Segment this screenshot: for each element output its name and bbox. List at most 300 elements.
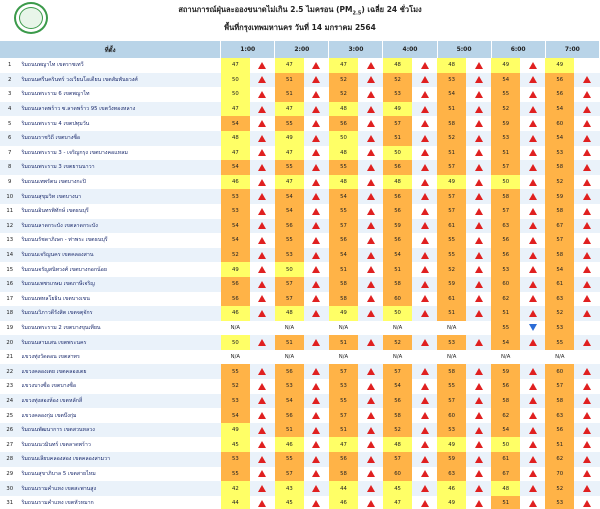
trend-up-icon xyxy=(312,266,320,273)
trend-cell xyxy=(304,189,329,204)
trend-up-icon xyxy=(367,441,375,448)
pm25-value-cell: 53 xyxy=(383,87,412,102)
trend-cell xyxy=(358,452,383,467)
pm25-value-cell: 56 xyxy=(275,364,304,379)
column-label: 2:00 xyxy=(294,46,310,53)
trend-up-icon xyxy=(583,500,591,507)
pm25-value-cell: 48 xyxy=(383,175,412,190)
trend-up-icon xyxy=(367,222,375,229)
pm25-value-cell: 48 xyxy=(437,58,466,73)
col-header-hour xyxy=(221,41,275,58)
table-row xyxy=(0,452,600,467)
row-number: 2 xyxy=(0,73,19,88)
pm25-value-cell: 52 xyxy=(491,102,520,117)
pm25-value-cell: 55 xyxy=(275,452,304,467)
row-number: 5 xyxy=(0,116,19,131)
pm25-value-cell: 57 xyxy=(275,467,304,482)
trend-cell xyxy=(574,321,599,336)
pm25-value-cell: 60 xyxy=(545,364,574,379)
trend-cell xyxy=(304,467,329,482)
trend-up-icon xyxy=(583,456,591,463)
row-number: 30 xyxy=(0,481,19,496)
table-row xyxy=(0,146,600,161)
pm25-value-cell: 51 xyxy=(383,262,412,277)
pm25-value-cell: 58 xyxy=(329,292,358,307)
trend-cell xyxy=(304,452,329,467)
trend-cell xyxy=(412,131,437,146)
trend-cell xyxy=(520,335,545,350)
row-number: 24 xyxy=(0,394,19,409)
trend-up-icon xyxy=(367,427,375,434)
trend-cell xyxy=(250,58,275,73)
trend-cell xyxy=(574,189,599,204)
trend-up-icon xyxy=(529,485,537,492)
trend-up-icon xyxy=(312,412,320,419)
pm25-value-cell: 55 xyxy=(491,87,520,102)
row-number: 10 xyxy=(0,189,19,204)
row-number: 28 xyxy=(0,452,19,467)
trend-cell xyxy=(574,481,599,496)
trend-up-icon xyxy=(258,500,266,507)
trend-up-icon xyxy=(475,106,483,113)
trend-cell xyxy=(304,160,329,175)
trend-up-icon xyxy=(583,76,591,83)
trend-up-icon xyxy=(258,397,266,404)
pm25-value-cell: 53 xyxy=(437,423,466,438)
table-row xyxy=(0,248,600,263)
trend-up-icon xyxy=(421,76,429,83)
pm25-value-cell: 53 xyxy=(545,321,574,336)
pm25-value-cell: 52 xyxy=(545,306,574,321)
trend-cell xyxy=(520,102,545,117)
trend-up-icon xyxy=(475,383,483,390)
trend-cell xyxy=(412,452,437,467)
pm25-value-cell: 47 xyxy=(221,102,250,117)
trend-cell xyxy=(250,116,275,131)
col-header-station xyxy=(0,41,221,58)
pm25-value-cell: 56 xyxy=(383,233,412,248)
trend-cell xyxy=(466,146,491,161)
row-number: 22 xyxy=(0,364,19,379)
trend-cell xyxy=(358,379,383,394)
trend-cell xyxy=(466,321,491,336)
pm25-value-cell: 56 xyxy=(383,204,412,219)
trend-cell xyxy=(358,364,383,379)
pm25-value-cell: 54 xyxy=(275,204,304,219)
row-number: 9 xyxy=(0,175,19,190)
pm25-value-cell: 48 xyxy=(329,102,358,117)
pm25-value-cell: 57 xyxy=(545,379,574,394)
pm25-value-cell: 51 xyxy=(275,87,304,102)
trend-up-icon xyxy=(367,149,375,156)
trend-up-icon xyxy=(583,281,591,288)
trend-cell xyxy=(304,394,329,409)
trend-cell xyxy=(466,496,491,509)
station-name: ริมถนนลาดกระบัง เขตลาดกระบัง xyxy=(19,219,220,234)
trend-cell xyxy=(250,437,275,452)
trend-cell xyxy=(304,131,329,146)
trend-cell xyxy=(304,321,329,336)
pm25-value-cell: 54 xyxy=(545,262,574,277)
pm25-value-cell: 45 xyxy=(275,496,304,509)
pm25-value-cell: 61 xyxy=(545,277,574,292)
station-name: ริมถนนพัฒนาการ เขตสวนหลวง xyxy=(19,423,220,438)
trend-up-icon xyxy=(475,368,483,375)
col-header-hour xyxy=(275,41,329,58)
trend-cell xyxy=(358,306,383,321)
table-row xyxy=(0,233,600,248)
trend-up-icon xyxy=(367,295,375,302)
pm25-value-cell: 50 xyxy=(491,175,520,190)
pm25-value-cell: 55 xyxy=(275,116,304,131)
trend-cell xyxy=(358,248,383,263)
pm25-value-cell: 62 xyxy=(545,452,574,467)
pm25-value-cell: 52 xyxy=(221,379,250,394)
table-row xyxy=(0,379,600,394)
pm25-value-cell: 48 xyxy=(383,437,412,452)
trend-cell xyxy=(520,350,545,365)
trend-up-icon xyxy=(475,485,483,492)
pm25-value-cell: 53 xyxy=(329,379,358,394)
pm25-value-cell: 52 xyxy=(545,481,574,496)
pm25-value-cell: 47 xyxy=(221,58,250,73)
trend-cell xyxy=(466,350,491,365)
trend-up-icon xyxy=(367,62,375,69)
page-title xyxy=(0,3,600,35)
pm25-value-cell: 55 xyxy=(437,248,466,263)
trend-cell xyxy=(358,394,383,409)
trend-cell xyxy=(358,321,383,336)
trend-cell xyxy=(358,496,383,509)
trend-cell xyxy=(358,219,383,234)
trend-up-icon xyxy=(367,412,375,419)
pm25-value-cell: 53 xyxy=(491,262,520,277)
trend-cell xyxy=(466,233,491,248)
trend-cell xyxy=(358,73,383,88)
trend-up-icon xyxy=(312,164,320,171)
trend-cell xyxy=(358,437,383,452)
trend-cell xyxy=(520,408,545,423)
trend-up-icon xyxy=(583,135,591,142)
trend-up-icon xyxy=(312,441,320,448)
pm25-value-cell: 51 xyxy=(491,496,520,509)
trend-up-icon xyxy=(312,193,320,200)
pm25-value-cell: 63 xyxy=(437,467,466,482)
pm25-value-cell: 52 xyxy=(329,73,358,88)
trend-up-icon xyxy=(312,500,320,507)
pm25-value-cell: 70 xyxy=(545,467,574,482)
pm25-value-cell: 57 xyxy=(275,277,304,292)
trend-up-icon xyxy=(258,485,266,492)
table-row xyxy=(0,175,600,190)
table-row xyxy=(0,58,600,73)
table-row xyxy=(0,364,600,379)
station-name: ริมถนนจรัญสนิทวงศ์ เขตบางกอกน้อย xyxy=(19,262,220,277)
station-name: ริมถนนพระราม 3 - เจริญกรุง เขตบางคอแหลม xyxy=(19,146,220,161)
trend-cell xyxy=(466,452,491,467)
pm25-value-cell: 57 xyxy=(545,233,574,248)
trend-cell xyxy=(466,219,491,234)
trend-cell xyxy=(358,262,383,277)
trend-cell xyxy=(574,131,599,146)
pm25-value-cell: 51 xyxy=(491,146,520,161)
trend-up-icon xyxy=(583,397,591,404)
trend-cell xyxy=(304,73,329,88)
trend-up-icon xyxy=(421,266,429,273)
trend-cell xyxy=(358,335,383,350)
pm25-value-cell: 58 xyxy=(383,408,412,423)
trend-cell xyxy=(520,394,545,409)
pm25-value-cell: N/A xyxy=(275,350,304,365)
trend-cell xyxy=(250,321,275,336)
pm25-value-cell: N/A xyxy=(437,321,466,336)
table-row xyxy=(0,219,600,234)
trend-up-icon xyxy=(583,383,591,390)
trend-up-icon xyxy=(475,456,483,463)
trend-cell xyxy=(358,233,383,248)
column-label: 5:00 xyxy=(456,46,472,53)
trend-cell xyxy=(520,277,545,292)
trend-cell xyxy=(304,204,329,219)
table-row xyxy=(0,277,600,292)
pm25-value-cell: 56 xyxy=(491,379,520,394)
trend-up-icon xyxy=(421,383,429,390)
pm25-value-cell: 54 xyxy=(275,394,304,409)
trend-up-icon xyxy=(529,427,537,434)
row-number: 8 xyxy=(0,160,19,175)
table-row xyxy=(0,102,600,117)
trend-up-icon xyxy=(475,266,483,273)
trend-up-icon xyxy=(475,412,483,419)
trend-cell xyxy=(304,219,329,234)
trend-up-icon xyxy=(529,412,537,419)
trend-cell xyxy=(574,175,599,190)
trend-up-icon xyxy=(421,91,429,98)
trend-cell xyxy=(358,467,383,482)
pm25-value-cell: 55 xyxy=(329,160,358,175)
trend-cell xyxy=(358,204,383,219)
pm25-value-cell: 56 xyxy=(275,408,304,423)
pm25-value-cell: 45 xyxy=(221,437,250,452)
trend-cell xyxy=(358,116,383,131)
pm25-value-cell: 46 xyxy=(221,306,250,321)
trend-cell xyxy=(412,408,437,423)
trend-cell xyxy=(304,248,329,263)
trend-cell xyxy=(358,292,383,307)
pm25-value-cell: 47 xyxy=(275,146,304,161)
row-number: 12 xyxy=(0,219,19,234)
pm25-value-cell: 53 xyxy=(275,379,304,394)
row-number: 7 xyxy=(0,146,19,161)
trend-cell xyxy=(412,160,437,175)
row-number: 3 xyxy=(0,87,19,102)
trend-up-icon xyxy=(312,120,320,127)
trend-up-icon xyxy=(583,368,591,375)
table-row xyxy=(0,467,600,482)
pm25-value-cell: 55 xyxy=(437,379,466,394)
pm25-value-cell: 57 xyxy=(383,452,412,467)
row-number: 1 xyxy=(0,58,19,73)
table-row xyxy=(0,262,600,277)
pm25-value-cell: 46 xyxy=(437,481,466,496)
trend-up-icon xyxy=(367,470,375,477)
trend-up-icon xyxy=(258,91,266,98)
trend-cell xyxy=(304,146,329,161)
trend-up-icon xyxy=(312,91,320,98)
station-name: ริมถนนรามคำแหง เขตหัวหมาก xyxy=(19,496,220,509)
pm25-value-cell: 50 xyxy=(383,146,412,161)
table-row xyxy=(0,160,600,175)
pm25-value-cell: 57 xyxy=(437,160,466,175)
pm25-value-cell: 47 xyxy=(221,146,250,161)
station-name: ริมถนนเจริญนคร เขตคลองสาน xyxy=(19,248,220,263)
trend-up-icon xyxy=(421,179,429,186)
station-name: ริมถนนราชวิถี เขตบางซื่อ xyxy=(19,131,220,146)
trend-up-icon xyxy=(312,310,320,317)
pm25-value-cell: 55 xyxy=(275,160,304,175)
trend-up-icon xyxy=(258,222,266,229)
trend-cell xyxy=(466,160,491,175)
pm25-value-cell: 52 xyxy=(437,131,466,146)
trend-up-icon xyxy=(312,135,320,142)
trend-cell xyxy=(304,496,329,509)
pm25-value-cell: 61 xyxy=(437,292,466,307)
pm25-value-cell: 55 xyxy=(329,204,358,219)
trend-up-icon xyxy=(258,339,266,346)
trend-up-icon xyxy=(529,120,537,127)
pm25-value-cell: 60 xyxy=(545,116,574,131)
trend-cell xyxy=(304,87,329,102)
trend-cell xyxy=(250,379,275,394)
trend-cell xyxy=(520,306,545,321)
station-name: ริมถนนพระราม 2 เขตบางขุนเทียน xyxy=(19,321,220,336)
station-name: ริมถนนสุขุมวิท เขตบางนา xyxy=(19,189,220,204)
pm25-value-cell: 57 xyxy=(383,116,412,131)
trend-cell xyxy=(466,364,491,379)
col-header-hour xyxy=(383,41,437,58)
trend-up-icon xyxy=(367,91,375,98)
pm25-value-cell: 48 xyxy=(491,481,520,496)
trend-cell xyxy=(466,73,491,88)
trend-cell xyxy=(358,58,383,73)
trend-cell xyxy=(304,364,329,379)
trend-up-icon xyxy=(529,62,537,69)
trend-cell xyxy=(466,306,491,321)
trend-cell xyxy=(412,87,437,102)
trend-up-icon xyxy=(367,252,375,259)
trend-cell xyxy=(250,87,275,102)
trend-up-icon xyxy=(475,427,483,434)
trend-up-icon xyxy=(367,135,375,142)
trend-cell xyxy=(412,175,437,190)
trend-up-icon xyxy=(583,208,591,215)
trend-cell xyxy=(358,160,383,175)
table-body xyxy=(0,58,600,509)
station-name: แขวงบางซื่อ เขตบางซื่อ xyxy=(19,379,220,394)
trend-up-icon xyxy=(258,441,266,448)
trend-cell xyxy=(412,102,437,117)
trend-up-icon xyxy=(475,164,483,171)
pm25-value-cell: N/A xyxy=(383,350,412,365)
trend-cell xyxy=(412,73,437,88)
pm25-value-cell: N/A xyxy=(383,321,412,336)
pm25-value-cell: 48 xyxy=(221,131,250,146)
trend-up-icon xyxy=(583,252,591,259)
trend-cell xyxy=(520,467,545,482)
pm25-value-cell: 58 xyxy=(437,116,466,131)
station-name: แขวงคลองกุ่ม เขตบึงกุ่ม xyxy=(19,408,220,423)
pm25-value-cell: 63 xyxy=(491,219,520,234)
table-row xyxy=(0,131,600,146)
trend-cell xyxy=(250,292,275,307)
header-row xyxy=(0,41,600,58)
pm25-value-cell: 49 xyxy=(275,131,304,146)
trend-up-icon xyxy=(475,441,483,448)
pm25-value-cell: 46 xyxy=(221,175,250,190)
trend-cell xyxy=(250,423,275,438)
trend-cell xyxy=(574,219,599,234)
trend-cell xyxy=(250,131,275,146)
pm25-value-cell: 56 xyxy=(545,73,574,88)
table-row xyxy=(0,437,600,452)
trend-up-icon xyxy=(258,193,266,200)
pm25-value-cell: 56 xyxy=(545,423,574,438)
trend-up-icon xyxy=(367,456,375,463)
trend-cell xyxy=(412,437,437,452)
trend-cell xyxy=(466,394,491,409)
pm25-value-cell: 61 xyxy=(491,452,520,467)
pm25-value-cell: 56 xyxy=(491,233,520,248)
trend-up-icon xyxy=(475,237,483,244)
pm25-value-cell: 56 xyxy=(329,233,358,248)
trend-cell xyxy=(574,306,599,321)
pm25-table xyxy=(0,41,600,509)
pm25-value-cell: 54 xyxy=(545,102,574,117)
trend-up-icon xyxy=(529,193,537,200)
trend-up-icon xyxy=(475,62,483,69)
pm25-value-cell: 59 xyxy=(491,364,520,379)
trend-cell xyxy=(520,58,545,73)
trend-cell xyxy=(412,116,437,131)
pm25-value-cell: 47 xyxy=(329,58,358,73)
trend-cell xyxy=(574,335,599,350)
pm25-value-cell: 58 xyxy=(437,364,466,379)
trend-up-icon xyxy=(367,397,375,404)
trend-cell xyxy=(358,87,383,102)
trend-up-icon xyxy=(529,135,537,142)
pm25-value-cell: 48 xyxy=(329,175,358,190)
table-row xyxy=(0,204,600,219)
trend-up-icon xyxy=(367,120,375,127)
pm25-value-cell: 55 xyxy=(221,467,250,482)
trend-up-icon xyxy=(421,456,429,463)
row-number: 19 xyxy=(0,321,19,336)
trend-up-icon xyxy=(421,412,429,419)
pm25-value-cell: 42 xyxy=(221,481,250,496)
station-name: ริมถนนศรีนครินทร์ วงเวียนโอเดียน เขตสัมพันธวงศ์ xyxy=(19,73,220,88)
trend-cell xyxy=(358,350,383,365)
station-name: ริมถนนเพชรเกษม เขตภาษีเจริญ xyxy=(19,277,220,292)
trend-up-icon xyxy=(258,456,266,463)
pm25-value-cell: 49 xyxy=(545,58,574,73)
pm25-value-cell: 56 xyxy=(383,160,412,175)
pm25-value-cell: 50 xyxy=(491,437,520,452)
pm25-value-cell: 53 xyxy=(437,73,466,88)
trend-cell xyxy=(250,277,275,292)
trend-cell xyxy=(304,481,329,496)
row-number: 31 xyxy=(0,496,19,509)
trend-cell xyxy=(466,335,491,350)
